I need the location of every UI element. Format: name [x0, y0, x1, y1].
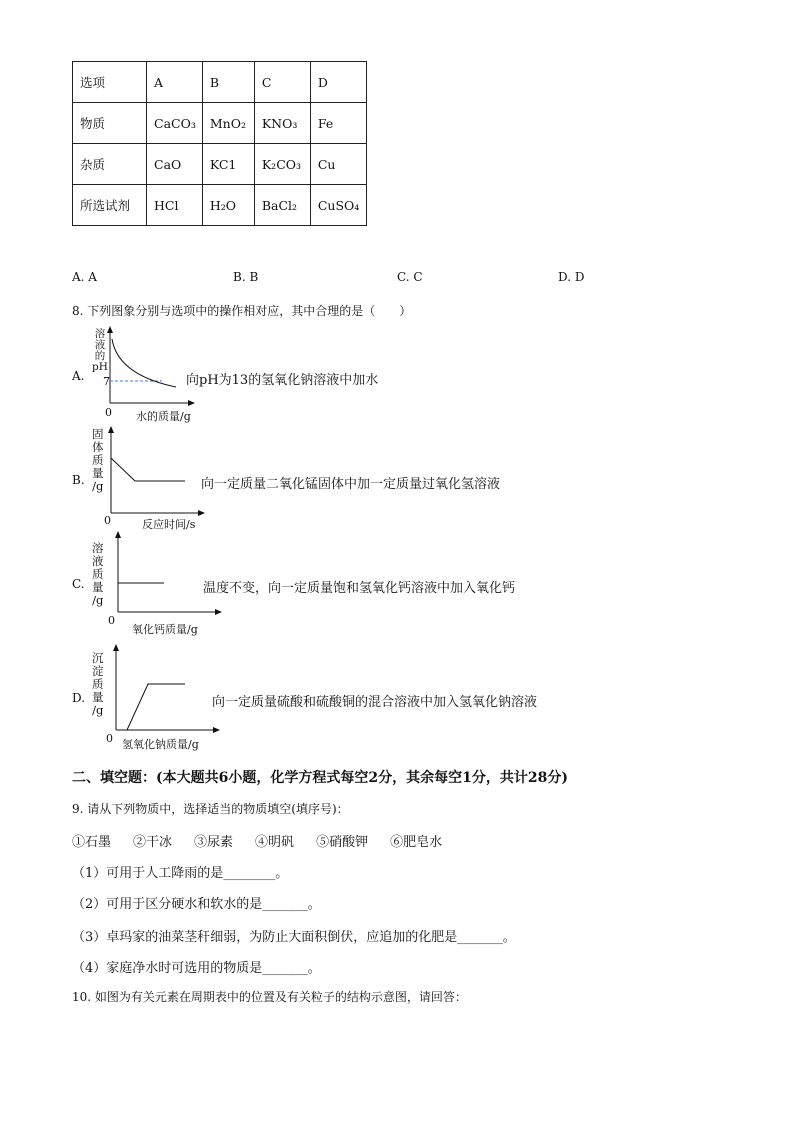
table-row	[73, 62, 367, 103]
graph-b-plot	[108, 425, 208, 515]
graph-b-y-arrow	[108, 426, 114, 433]
graph-b-line	[111, 458, 185, 481]
graph-b-x-arrow	[198, 510, 205, 516]
table-cell: B	[202, 62, 254, 103]
q9-stem: 9. 请从下列物质中，选择适当的物质填空(填序号)：	[72, 802, 349, 816]
graph-a-origin: 0	[105, 406, 112, 419]
table-cell: K₂CO₃	[254, 144, 310, 185]
table-cell: CaCO₃	[147, 103, 203, 144]
graph-d-x-arrow	[213, 727, 220, 733]
graph-a-desc: 向pH为13的氢氧化钠溶液中加水	[186, 373, 379, 388]
graph-c-y-arrow	[115, 531, 121, 538]
table-row	[73, 185, 367, 226]
options-table	[72, 61, 367, 226]
graph-b-desc: 向一定质量二氧化锰固体中加一定质量过氧化氢溶液	[201, 477, 501, 492]
q9-option: ⑥肥皂水	[390, 835, 443, 850]
graph-b-xlabel: 反应时间/s	[142, 518, 196, 531]
graph-b-ylabel: 固 体 质 量 /g	[92, 427, 104, 493]
graph-c-origin: 0	[108, 614, 115, 627]
graph-d-y-arrow	[113, 644, 119, 651]
graph-d-desc: 向一定质量硫酸和硫酸铜的混合溶液中加入氢氧化钠溶液	[212, 695, 538, 710]
graph-a-plot	[106, 325, 196, 405]
q9-item-1: （1）可用于人工降雨的是________。	[72, 866, 289, 881]
q8-choice-d[interactable]: D.	[72, 691, 86, 705]
section-title: 二、填空题：(本大题共6小题，化学方程式每空2分，其余每空1分，共计28分)	[72, 770, 568, 786]
graph-d-plot	[112, 643, 222, 733]
graph-c-desc: 温度不变，向一定质量饱和氢氧化钙溶液中加入氧化钙	[203, 581, 516, 596]
q7-choice-d[interactable]: D. D	[558, 270, 585, 284]
q9-item-3: （3）卓玛家的油菜茎秆细弱，为防止大面积倒伏，应追加的化肥是_______。	[72, 930, 516, 945]
q8-choice-c[interactable]: C.	[72, 577, 85, 591]
q9-option: ③尿素	[194, 835, 234, 850]
graph-c-plot	[114, 530, 224, 615]
table-row	[73, 144, 367, 185]
table-cell: 选项	[73, 62, 147, 103]
graph-c-x-arrow	[215, 609, 222, 615]
graph-c-ylabel: 溶 液 质 量 /g	[92, 541, 104, 607]
table-cell: C	[254, 62, 310, 103]
table-cell: 物质	[73, 103, 147, 144]
graph-d-origin: 0	[106, 732, 113, 745]
graph-a-ylabel: 溶 液 的 pH	[92, 328, 108, 373]
graph-a-xlabel: 水的质量/g	[136, 410, 191, 423]
table-row	[73, 103, 367, 144]
q7-choice-b[interactable]: B. B	[233, 270, 259, 284]
table-cell: D	[310, 62, 366, 103]
table-cell: KNO₃	[254, 103, 310, 144]
table-cell: 杂质	[73, 144, 147, 185]
graph-a-curve	[112, 339, 176, 387]
q10-stem: 10. 如图为有关元素在周期表中的位置及有关粒子的结构示意图，请回答：	[72, 990, 467, 1004]
table-cell: HCl	[147, 185, 203, 226]
table-cell: 所选试剂	[73, 185, 147, 226]
q7-choice-c[interactable]: C. C	[397, 270, 423, 284]
graph-d-xlabel: 氢氧化钠质量/g	[122, 738, 199, 751]
table-cell: KC1	[202, 144, 254, 185]
table-cell: A	[147, 62, 203, 103]
q8-choice-b[interactable]: B.	[72, 473, 85, 487]
table-cell: CaO	[147, 144, 203, 185]
graph-a-tick-7: 7	[103, 375, 110, 388]
graph-b-origin: 0	[104, 514, 111, 527]
graph-a-x-arrow	[188, 400, 195, 406]
q9-option: ①石墨	[72, 835, 112, 850]
q9-item-2: （2）可用于区分硬水和软水的是_______。	[72, 897, 321, 912]
table-cell: H₂O	[202, 185, 254, 226]
graph-d-line	[127, 684, 185, 730]
table-cell: CuSO₄	[310, 185, 366, 226]
graph-c-xlabel: 氧化钙质量/g	[132, 623, 198, 636]
q7-choice-a[interactable]: A. A	[72, 270, 97, 284]
table-cell: BaCl₂	[254, 185, 310, 226]
table-cell: Cu	[310, 144, 366, 185]
q9-option: ④明矾	[255, 835, 295, 850]
table-cell: MnO₂	[202, 103, 254, 144]
table-cell: Fe	[310, 103, 366, 144]
q9-option: ⑤硝酸钾	[316, 835, 369, 850]
graph-d-ylabel: 沉 淀 质 量 /g	[92, 651, 104, 717]
q9-options	[72, 831, 442, 850]
q8-stem: 8. 下列图象分别与选项中的操作相对应，其中合理的是（ ）	[72, 304, 412, 318]
q9-item-4: （4）家庭净水时可选用的物质是_______。	[72, 961, 321, 976]
graph-a-y-arrow	[107, 326, 113, 333]
q9-option: ②干冰	[133, 835, 173, 850]
q8-choice-a[interactable]: A.	[72, 369, 85, 383]
